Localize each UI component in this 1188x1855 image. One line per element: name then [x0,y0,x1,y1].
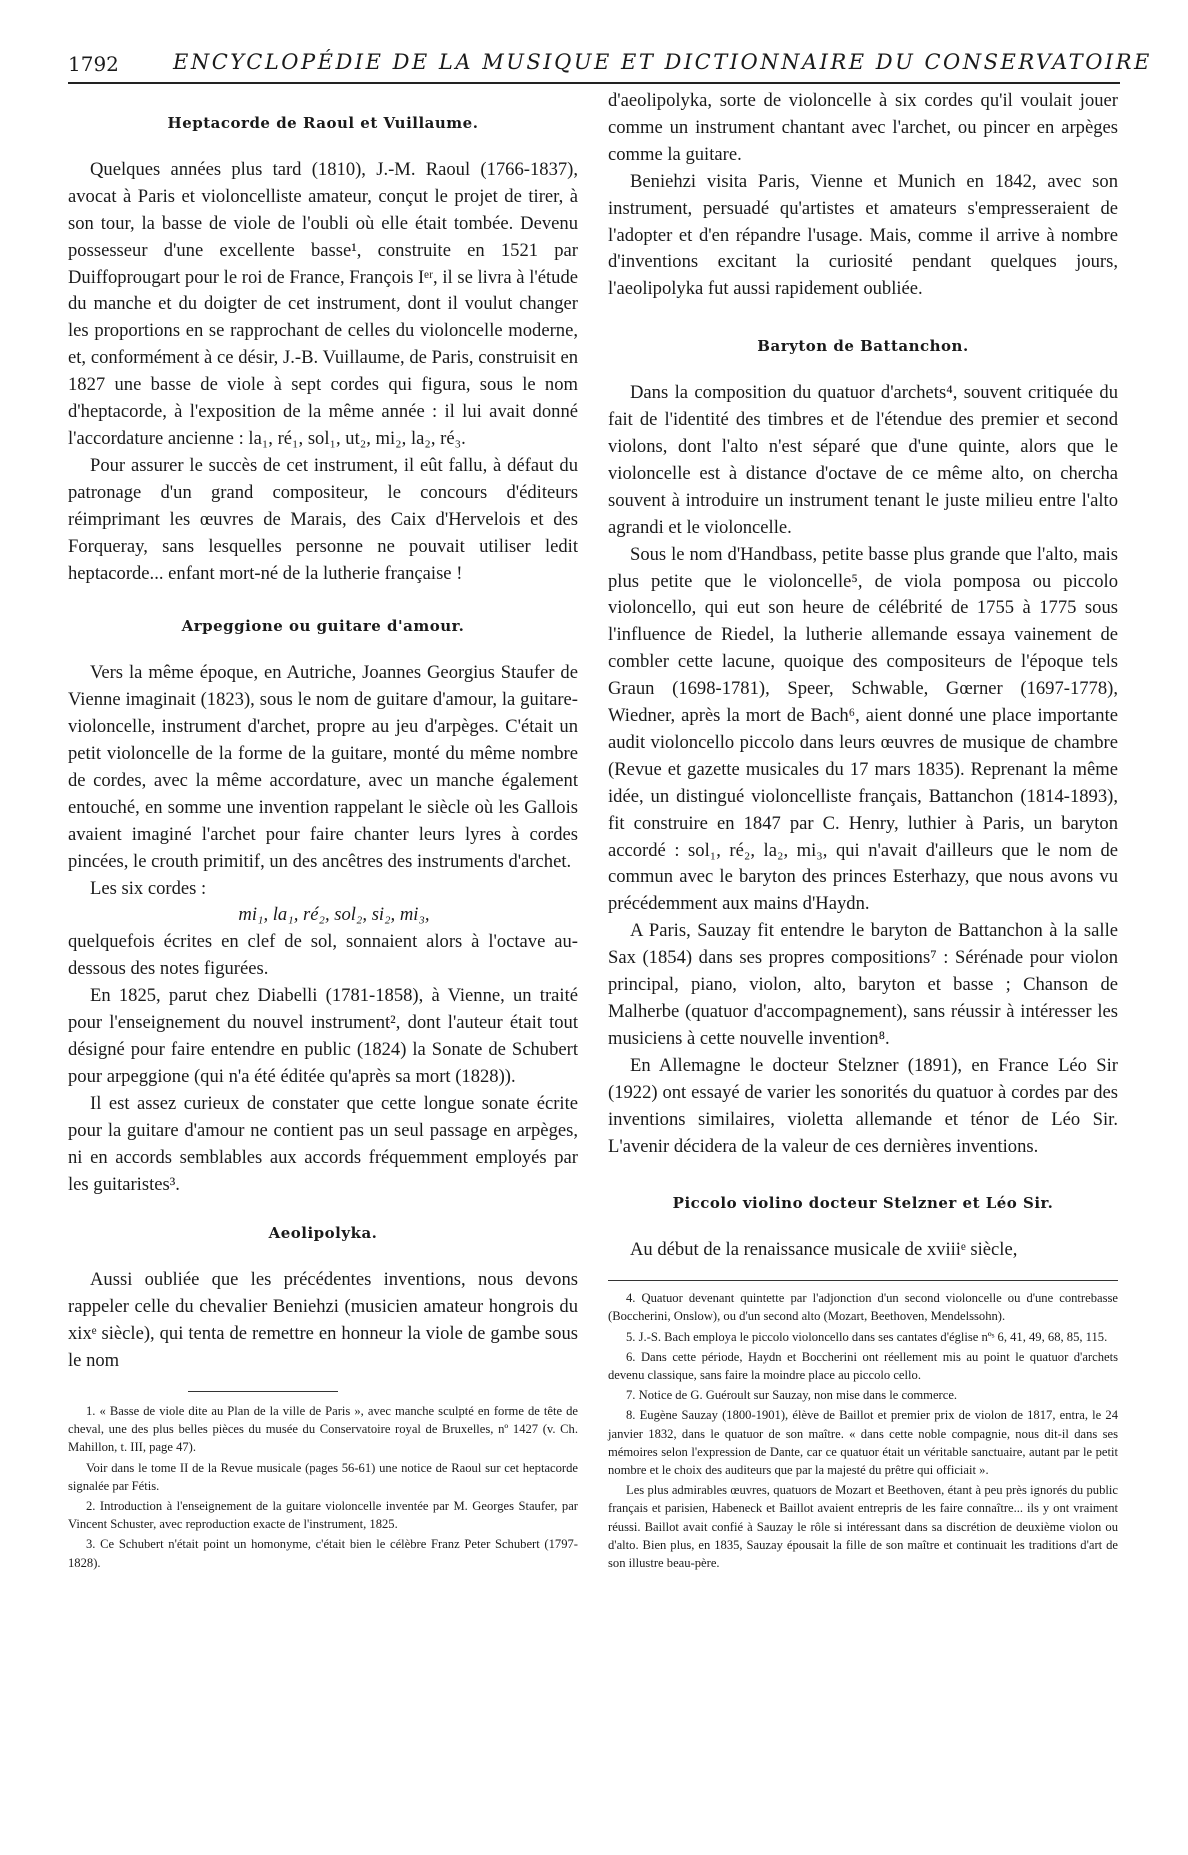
paragraph: Vers la même époque, en Autriche, Joannes Georgius Staufer de Vienne imaginait (1823), sous le nom de guitare d'amour, la guitare-violoncelle, instrument d'archet, propre au jeu d'arpèges. C'était un petit violoncelle de la forme de la guitare, monté du même nombre de cordes, avec la même accordature, avec un manche également entouché, en somme une invention rappelant le siècle où les Gallois avaient imaginé l'archet pour faire chanter leurs lyres à cordes pincées, le crouth primitif, un des ancêtres des instruments d'archet. [68,662,578,872]
section-heading-aeolipolyka: Aeolipolyka. [268,1224,378,1243]
footnote: Les plus admirables œuvres, quatuors de Mozart et Beethoven, étant à peu près ignorés du public français et parisien, Habeneck et Baillot avaient entrepris de les faire connaître... ils y ont vraiment réussi. Baillot avait confié à Sauzay le rôle si intéressant dans sa discrétion de deuxième violon ou d'alto. Bien plus, en 1835, Sauzay épousait la fille de son maître et continuait les traditions d'art de son illustre beau-père. [608,1483,1118,1571]
paragraph: Quelques années plus tard (1810), J.-M. Raoul (1766-1837), avocat à Paris et violoncelliste amateur, conçut le projet de tirer, à son tour, la basse de viole de l'oubli où elle était tombée. Devenu possesseur d'une excellente basse¹, construite en 1521 par Duiffoprougart pour le roi de France, François Iᵉʳ, il se livra à l'étude du manche et du doigter de cet instrument, dont il voulut changer les proportions en se rapprochant de celles du violoncelle moderne, et, conformément à ce désir, J.-B. Vuillaume, de Paris, construisit en 1827 une basse de viole à sept cordes qui figura, sous le nom d'heptacorde, à l'exposition de la même année : il lui avait donné l'accordature ancienne : la₁, ré₁, sol₁, ut₂, mi₂, la₂, ré₃. [68,158,578,449]
footnote: 5. J.-S. Bach employa le piccolo violoncello dans ses cantates d'église nºˢ 6, 41, 49, 68, 85, 115. [626,1329,1108,1344]
footnotes-right [608,1280,1118,1572]
paragraph: En Allemagne le docteur Stelzner (1891), en France Léo Sir (1922) ont essayé de varier les sonorités du quatuor à cordes par des inventions similaires, violetta allemande et ténor de Léo Sir. L'avenir décidera de la valeur de ces dernières inventions. [608,1054,1118,1157]
footnote: Voir dans le tome II de la Revue musicale (pages 56-61) une notice de Raoul sur cet heptacorde signalée par Fétis. [68,1460,578,1493]
running-header [68,48,1152,84]
footnotes-left [68,1402,578,1572]
section-heading-baryton: Baryton de Battanchon. [757,337,969,356]
paragraph: quelquefois écrites en clef de sol, sonnaient alors à l'octave au-dessous des notes figurées. [68,931,578,980]
section-heading-heptacorde: Heptacorde de Raoul et Vuillaume. [167,114,479,132]
footnote-rule [188,1391,338,1392]
section-heading-arpeggione: Arpeggione ou guitare d'amour. [181,617,465,636]
right-column [608,88,1118,1574]
paragraph: Dans la composition du quatuor d'archets⁴, souvent critiquée du fait de l'identité des timbres et de l'étendue des premier et second violons, dont l'alto n'est séparé que d'une quinte, alors que le violoncelle est à distance d'octave de ce même alto, on chercha souvent à introduire un instrument tenant le juste milieu entre l'alto agrandi et le violoncelle. [608,382,1118,538]
left-column [68,96,578,1574]
paragraph: Au début de la renaissance musicale de xviiiᵉ siècle, [630,1239,1018,1261]
paragraph: Aussi oubliée que les précédentes inventions, nous devons rappeler celle du chevalier Beniehzi (musicien amateur hongrois du xixᵉ siècle), qui tenta de remettre en honneur la viole de gambe sous le nom [68,1269,578,1372]
paragraph: d'aeolipolyka, sorte de violoncelle à six cordes qu'il voulait jouer comme un instrument chantant avec l'archet, ou pincer en arpèges comme la guitare. [608,90,1118,165]
paragraph: En 1825, parut chez Diabelli (1781-1858), à Vienne, un traité pour l'enseignement du nouvel instrument², dont l'auteur était tout désigné pour faire entendre en public (1824) la Sonate de Schubert pour arpeggione (qui n'a été éditée qu'après sa mort (1828)). [68,985,578,1087]
section-heading-piccolo-violino: Piccolo violino docteur Stelzner et Léo Sir. [672,1194,1054,1213]
paragraph: Pour assurer le succès de cet instrument, il eût fallu, à défaut du patronage d'un grand compositeur, le concours d'éditeurs réimprimant les œuvres de Marais, des Caix d'Hervelois et des Forqueray, sans lesquelles personne ne pouvait utiliser ledit heptacorde... enfant mort-né de la lutherie française ! [68,454,578,584]
paragraph: A Paris, Sauzay fit entendre le baryton de Battanchon à la salle Sax (1854) dans ses propres compositions⁷ : Sérénade pour violon principal, piano, violon, alto, baryton et basse ; Chanson de Malherbe (quatuor d'accompagnement), sans réussir à intéresser les musiciens à cette nouvelle invention⁸. [608,920,1118,1049]
footnote: 1. « Basse de viole dite au Plan de la ville de Paris », avec manche sculpté en forme de tête de cheval, une des plus belles pièces du musée du Conservatoire royal de Bruxelles, nº 1427 (v. Ch. Mahillon, t. III, page 47). [68,1403,578,1455]
paragraph: Sous le nom d'Handbass, petite basse plus grande que l'alto, mais plus petite que le violoncelle⁵, de viola pomposa ou piccolo violoncello, qui eut son heure de célébrité de 1755 à 1775 sous l'influence de Riedel, la lutherie allemande essaya vainement de combler cette lacune, quoique des compositeurs de l'époque tels Graun (1698-1781), Speer, Schwable, Gœrner (1697-1778), Wiedner, après la mort de Bach⁶, aient donné une place importante audit violoncello piccolo dans leurs œuvres de musique de chambre (Revue et gazette musicales du 17 mars 1835). Reprenant la même idée, un distingué violoncelliste français, Battanchon (1814-1893), fit construire en 1847 par C. Henry, luthier à Paris, un baryton accordé : sol₁, ré₂, la₂, mi₃, qui n'avait d'ailleurs que le nom de commun avec le baryton des princes Esterhazy, que nous avons vu précédemment aux mains d'Haydn. [608,543,1118,915]
footnote: 2. Introduction à l'enseignement de la guitare violoncelle inventée par M. Georges Staufer, par Vincent Schuster, avec reproduction exacte de l'instrument, 1825. [68,1498,578,1532]
page-number: 1792 [68,52,119,76]
paragraph: Il est assez curieux de constater que cette longue sonate écrite pour la guitare d'amour ne contient pas un seul passage en arpèges, ni en accords semblables aux accords fréquemment employés par les guitaristes³. [68,1092,578,1195]
paragraph: Les six cordes : [90,877,207,899]
footnote: 3. Ce Schubert n'était point un homonyme, c'était bien le célèbre Franz Peter Schubert (1797-1828). [68,1537,578,1570]
footnote: 6. Dans cette période, Haydn et Boccherini ont réellement mis au point le quatuor d'archets devenu classique, sans faire la moindre place au piccolo cello. [608,1349,1118,1383]
footnote: 8. Eugène Sauzay (1800-1901), élève de Baillot et premier prix de violon de 1817, entra, le 24 janvier 1832, dans le quatuor de son maître. « dans cette noble compagnie, nous dit-il dans ses mémoires selon l'expression de Dante, car ce quatuor était un véritable sanctuaire, autant par le petit nombre et le choix des auditeurs que par la majesté du prêtre qui officiait ». [608,1408,1118,1478]
footnote: 7. Notice de G. Guéroult sur Sauzay, non mise dans le commerce. [626,1388,958,1403]
running-title: ENCYCLOPÉDIE DE LA MUSIQUE ET DICTIONNAIRE DU CONSERVATOIRE [173,50,1152,74]
footnote: 4. Quatuor devenant quintette par l'adjonction d'un second violoncelle ou d'une contrebasse (Boccherini, Onslow), ou d'un second alto (Mozart, Beethoven, Mendelssohn). [608,1291,1118,1324]
paragraph: Beniehzi visita Paris, Vienne et Munich en 1842, avec son instrument, persuadé qu'artistes et amateurs s'empresseraient de l'adopter et d'en répandre l'usage. Mais, comme il arrive à nombre d'inventions excitant la curiosité pendant quelques jours, l'aeolipolyka fut aussi rapidement oubliée. [608,170,1118,300]
string-tuning-formula: mi₁, la₁, ré₂, sol₂, si₂, mi₃, [238,904,430,926]
